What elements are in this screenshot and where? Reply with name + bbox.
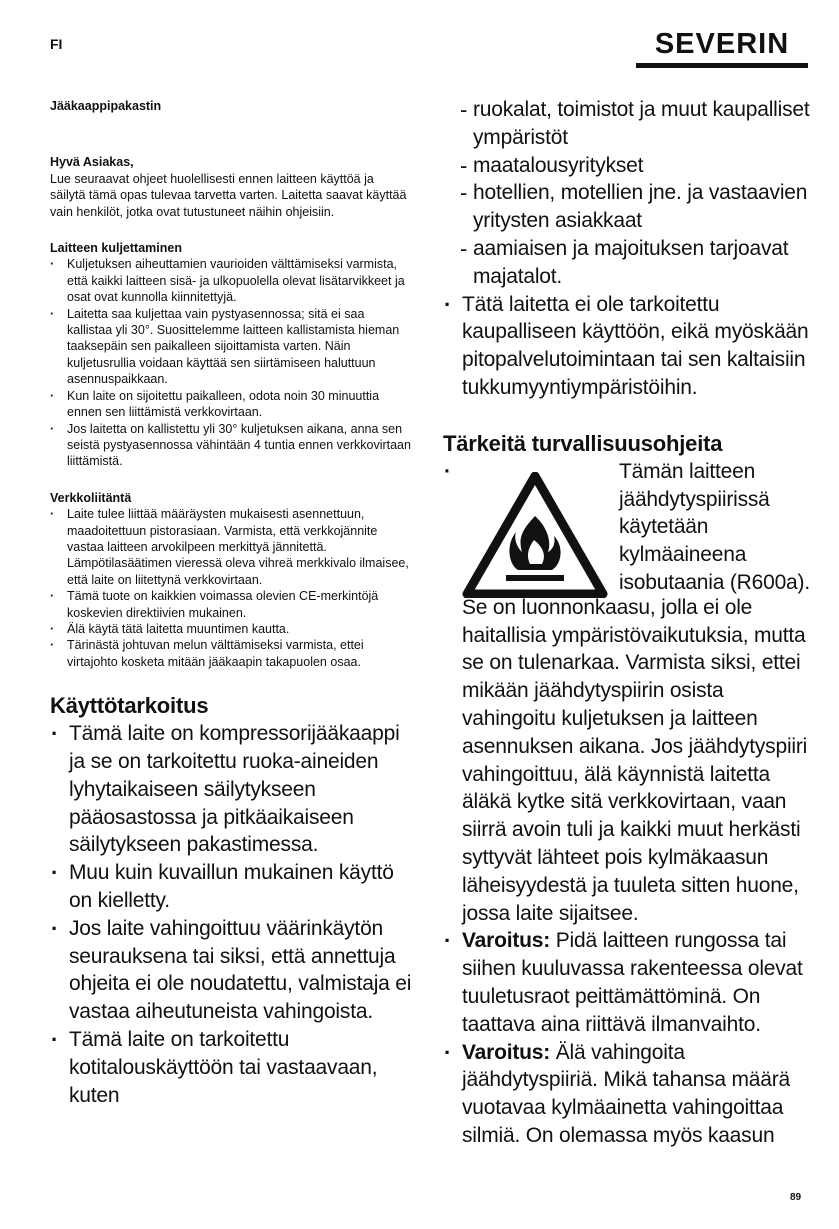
- list-item: · Tämä laite on tarkoitettu kotitalouskäyttöön tai vastaavaan, kuten: [50, 1026, 412, 1109]
- list-item: · Älä käytä tätä laitetta muuntimen kautta.: [50, 621, 412, 637]
- language-code: FI: [50, 36, 63, 52]
- mains-list: [50, 506, 412, 670]
- list-item: · Muu kuin kuvaillun mukainen käyttö on kielletty.: [50, 859, 412, 915]
- bullet: ·: [444, 459, 451, 483]
- list-item: - aamiaisen ja majoituksen tarjoavat majatalot.: [443, 235, 813, 291]
- refrigerant-warning: [443, 458, 813, 594]
- list-item: · Tärinästä johtuvan melun välttämiseksi varmista, ettei virtajohto kosketa mitään jääkaapin takapuolen osaa.: [50, 637, 412, 670]
- usage-environment-list: [443, 96, 813, 291]
- safety-heading: Tärkeitä turvallisuusohjeita: [443, 430, 723, 456]
- list-item: · Tämä laite on kompressorijääkaappi ja se on tarkoitettu ruoka-aineiden lyhytaikaiseen säilytykseen pääosastossa ja pitkäaikaiseen säilytykseen pakastimessa.: [50, 720, 412, 859]
- list-item: · Tätä laitetta ei ole tarkoitettu kaupalliseen käyttöön, eikä myöskään pitopalvelutoimintaan tai sen kaltaisiin tukkumyyntiympäristöihin.: [443, 291, 813, 402]
- list-item: · Kuljetuksen aiheuttamien vaurioiden välttämiseksi varmista, että kaikki laitteen sisä- ja ulkopuolella olevat lisätarvikkeet ja osat ovat kunnolla kiinnitettyjä.: [50, 256, 412, 305]
- refrigerant-side-text: Tämän laitteen jäähdytyspiirissä käytetään kylmäaineena isobutaania (R600a).: [619, 459, 810, 594]
- left-column: [50, 98, 412, 1109]
- greeting: Hyvä Asiakas,: [50, 155, 134, 170]
- flammable-warning-icon: [462, 472, 608, 598]
- intro-text: Lue seuraavat ohjeet huolellisesti ennen laitteen käyttöä ja säilytä tämä opas tulevaa tarvetta varten. Laitetta saavat käyttää vain henkilöt, jotka ovat tutustuneet näihin ohjeisiin.: [50, 171, 407, 219]
- transport-list: [50, 256, 412, 469]
- not-intended-list: [443, 291, 813, 402]
- refrigerant-continuation: Se on luonnonkaasu, jolla ei ole haitallisia ympäristövaikutuksia, mutta se on tulenarkaa. Varmista siksi, ettei mikään jäähdytyspiirin osista vahingoitu kuljetuksen ja laitteen asennuksen aikana. Jos jäähdytyspiiri vahingoittuu, älä käynnistä laitetta äläkä kytke sitä verkkovirtaan, vaan siirrä avoin tuli ja kaikki muut herkästi syttyvät lähteet pois kylmäkaasun läheisyydestä ja tuuleta sitten huone, jossa laite sijaitsee.: [462, 595, 808, 925]
- list-item: · Laite tulee liittää määräysten mukaisesti asennettuun, maadoitettuun pistorasiaan. Varmista, että verkkojännite vastaa laitteen arvokilpeen merkittyä jännitettä. Lämpötilasäätimen vieressä oleva vihreä merkkivalo ilmaisee, että laite on liitettynä verkkovirtaan.: [50, 506, 412, 588]
- mains-heading: Verkkoliitäntä: [50, 490, 132, 505]
- list-item: - hotellien, motellien jne. ja vastaavien yritysten asiakkaat: [443, 179, 813, 235]
- purpose-list: [50, 720, 412, 1109]
- warning-label: Varoitus:: [462, 1040, 551, 1064]
- list-item: [443, 927, 813, 1038]
- purpose-heading: Käyttötarkoitus: [50, 693, 209, 719]
- list-item: [443, 1039, 813, 1150]
- warning-text: Älä vahingoita jäähdytyspiiriä. Mikä tahansa määrä vuotavaa kylmäainetta vahingoittaa silmiä. On olemassa myös kaasun: [462, 1040, 790, 1147]
- list-item: · Tämä tuote on kaikkien voimassa olevien CE-merkintöjä koskevien direktiivien mukainen.: [50, 588, 412, 621]
- transport-heading: Laitteen kuljettaminen: [50, 241, 182, 256]
- list-item: - ruokalat, toimistot ja muut kaupalliset ympäristöt: [443, 96, 813, 152]
- brand-logo: SEVERIN: [636, 28, 808, 68]
- page-number: 89: [790, 1192, 802, 1203]
- list-item: · Jos laitetta on kallistettu yli 30° kuljetuksen aikana, anna sen seistä pystyasennossa vähintään 4 tuntia ennen verkkovirtaan liittämistä.: [50, 421, 412, 470]
- list-item: - maatalousyritykset: [443, 152, 813, 180]
- list-item: · Kun laite on sijoitettu paikalleen, odota noin 30 minuuttia ennen sen liittämistä verkkovirtaan.: [50, 388, 412, 421]
- warning-label: Varoitus:: [462, 929, 551, 953]
- warning-text: Pidä laitteen rungossa tai siihen kuuluvassa rakenteessa olevat tuuletusraot peittämättöminä. On taattava aina riittävä ilmanvaihto.: [462, 929, 803, 1036]
- list-item: · Jos laite vahingoittuu väärinkäytön seurauksena tai siksi, että annettuja ohjeita ei ole noudatettu, valmistaja ei vastaa aiheutuneista vahingoista.: [50, 915, 412, 1026]
- right-column: [443, 96, 813, 1150]
- list-item: · Laitetta saa kuljettaa vain pystyasennossa; sitä ei saa kallistaa yli 30°. Suosittelemme laitteen kallistamista hieman taaksepäin sen paikalleen sijoittamista varten. Näin kuljetusrullia voidaan käyttää sen siirtämiseen haluttuun asennuspaikkaan.: [50, 306, 412, 388]
- warning-list: [443, 927, 813, 1149]
- document-title: Jääkaappipakastin: [50, 99, 162, 113]
